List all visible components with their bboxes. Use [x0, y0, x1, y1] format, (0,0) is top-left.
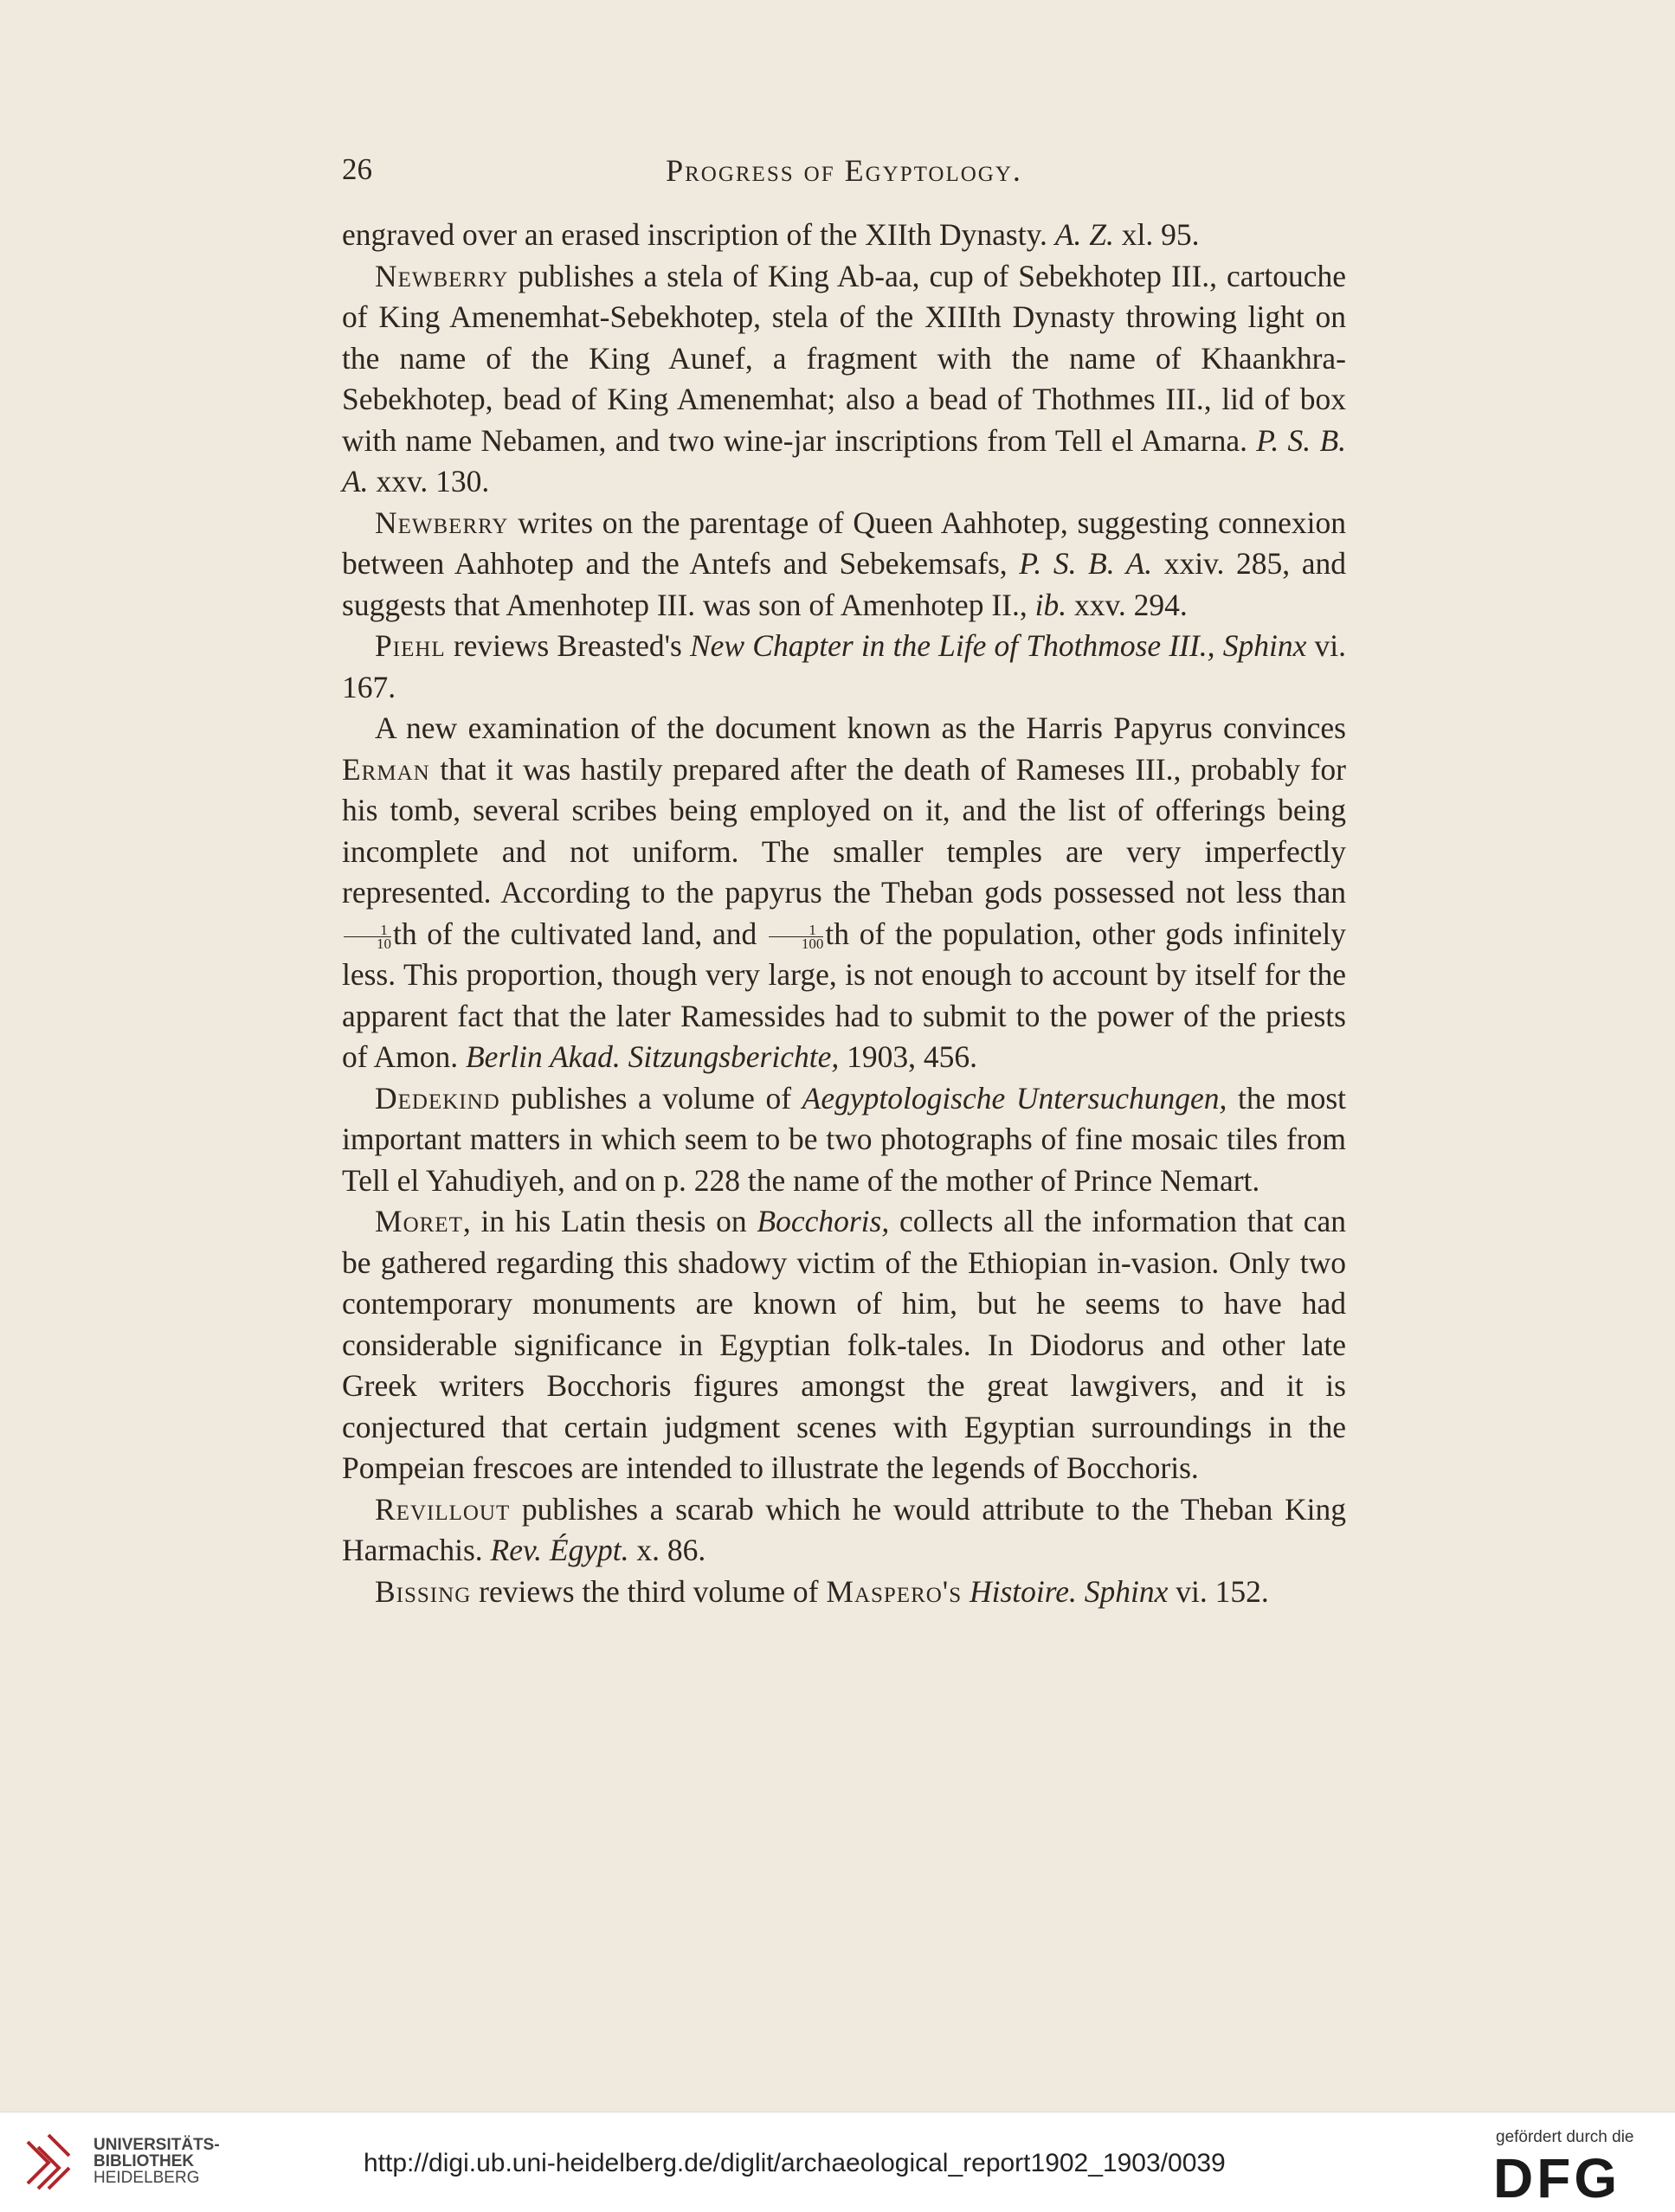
text-run: vi. 152.: [1168, 1573, 1269, 1609]
citation-italic: Sphinx: [1084, 1573, 1169, 1609]
paragraph: [342, 1078, 1346, 1202]
running-title: Progress of Egyptology.: [666, 153, 1022, 188]
text-run: that it was hastily prepared after the death of Rameses III., probably for his tomb, several scribes being employed on it, and the list of offerings being incomplete and not uniform. The smaller temples are very imperfectly represented. According to the papyrus the Theban gods possessed not less than: [342, 751, 1346, 910]
dfg-logo[interactable]: DFG: [1493, 2147, 1621, 2209]
text-run: reviews the third volume of: [471, 1573, 827, 1609]
running-head: [342, 152, 1346, 204]
text-run: 1903, 456.: [839, 1039, 977, 1074]
paragraph: [342, 708, 1346, 1078]
text-run: th of the cultivated land, and: [393, 916, 767, 951]
text-run: collects all the information that can be gathered regarding this shadowy victim of the Ethiopian in-vasion. Only two contemporary monuments are known of him, but he seems to have had considerable significance in Egyptian folk-tales. In Diodorus and other late Greek writers Bocchoris figures amongst the great lawgivers, and it is conjectured that certain judgment scenes with Egyptian surroundings in the Pompeian frescoes are intended to illustrate the legends of Bocchoris.: [342, 1204, 1346, 1485]
paragraph: [342, 1572, 1346, 1613]
citation-italic: Histoire.: [969, 1573, 1077, 1609]
fraction-denominator: 10: [377, 935, 391, 952]
paragraph: [342, 1489, 1346, 1572]
library-name: [93, 2137, 220, 2186]
text-run: [962, 1574, 970, 1609]
text-run: xxv. 130.: [368, 464, 490, 498]
author-name: Revillout: [375, 1491, 511, 1527]
fraction-denominator: 100: [801, 935, 824, 952]
citation-italic: P. S. B. A.: [342, 422, 1347, 498]
fraction: [344, 923, 391, 950]
paragraph: [342, 626, 1346, 708]
text-run: publishes a scarab which he would attribute to the Theban King Harmachis.: [342, 1491, 1346, 1567]
text-run: x. 86.: [628, 1533, 706, 1567]
citation-italic: New Chapter in the Life of Thothmose III., Sphinx: [690, 628, 1307, 663]
paragraph: [342, 1201, 1346, 1489]
paragraph: [342, 503, 1346, 627]
library-name-line2: BIBLIOTHEK: [93, 2152, 195, 2170]
citation-italic: Berlin Akad. Sitzungsberichte,: [466, 1039, 840, 1074]
library-name-line1: UNIVERSITÄTS-: [93, 2136, 220, 2154]
text-run: engraved over an erased inscription of the XIIth Dynasty.: [342, 217, 1055, 252]
text-run: publishes a volume of: [499, 1080, 802, 1116]
author-name: Maspero's: [826, 1573, 963, 1609]
author-name: Bissing: [375, 1573, 472, 1609]
citation-italic: A. Z.: [1054, 217, 1114, 252]
citation-italic: ib.: [1034, 587, 1067, 622]
footer-bar: [0, 2112, 1675, 2212]
ub-heidelberg-logo-icon[interactable]: [19, 2132, 80, 2192]
fraction: [769, 923, 824, 950]
paragraph: [342, 215, 1346, 256]
text-run: , in his Latin thesis on: [462, 1204, 757, 1238]
author-name: Newberry: [375, 505, 509, 540]
body-text: [342, 215, 1346, 1612]
fraction-numerator: 1: [769, 923, 824, 937]
citation-italic: Rev. Égypt.: [490, 1533, 629, 1567]
citation-italic: Bocchoris,: [757, 1204, 890, 1238]
text-run: publishes a stela of King Ab-aa, cup of Sebekhotep III., cartouche of King Amenemhat-Sebekhotep, stela of the XIIIth Dynasty throwing light on the name of the King Aunef, a fragment with the name of Khaankhra-Sebekhotep, bead of King Amenemhat; also a bead of Thothmes III., lid of box with name Nebamen, and two wine-jar inscriptions from Tell el Amarna.: [342, 258, 1346, 458]
text-run: writes on the parentage of Queen Aahhotep, suggesting connexion between Aahhotep and the Antefs and Sebekemsafs,: [342, 505, 1346, 581]
author-name: Piehl: [375, 628, 446, 663]
paragraph: [342, 256, 1346, 503]
author-name: Dedekind: [375, 1080, 500, 1116]
author-name: Moret: [375, 1204, 463, 1238]
author-name: Newberry: [375, 258, 509, 293]
author-name: Erman: [342, 751, 430, 787]
library-name-line3: HEIDELBERG: [93, 2169, 200, 2187]
permalink-link[interactable]: http://digi.ub.uni-heidelberg.de/diglit/archaeological_report1902_1903/0039: [364, 2149, 1226, 2177]
text-run: vi. 167.: [342, 628, 1346, 704]
fraction-numerator: 1: [344, 923, 391, 937]
text-run: the most important matters in which seem to be two photographs of fine mosaic tiles from Tell el Yahudiyeh, and on p. 228 the name of the mother of Prince Nemart.: [342, 1080, 1346, 1198]
text-run: reviews Breasted's: [445, 628, 690, 663]
text-run: xl. 95.: [1113, 217, 1200, 252]
text-run: xxiv. 285, and suggests that Amenhotep III. was son of Amenhotep II.,: [342, 546, 1346, 622]
funded-by-label: gefördert durch die: [1496, 2128, 1634, 2146]
text-run: th of the population, other gods infinitely less. This proportion, though very large, is not enough to account by itself for the apparent fact that the later Ramessides had to submit to the power of the priests of Amon.: [342, 916, 1346, 1074]
text-run: [1077, 1574, 1085, 1609]
citation-italic: P. S. B. A.: [1019, 546, 1153, 581]
page-number: 26: [342, 152, 372, 186]
citation-italic: Aegyptologische Untersuchungen,: [802, 1080, 1227, 1116]
text-run: xxv. 294.: [1066, 587, 1188, 622]
text-run: A new examination of the document known as the Harris Papyrus convinces: [375, 711, 1346, 745]
